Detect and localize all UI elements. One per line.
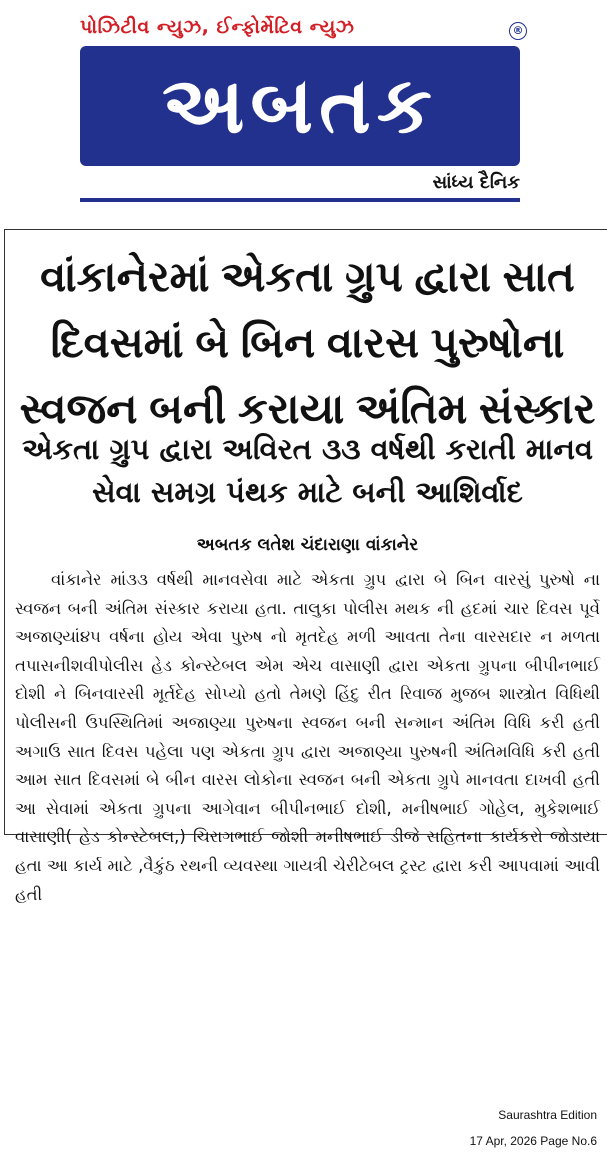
masthead	[0, 0, 607, 225]
logo-underline	[80, 198, 520, 202]
footer-edition: Saurashtra Edition	[498, 1108, 597, 1122]
edition-type: સાંધ્ય દૈનિક	[432, 172, 520, 193]
article-headline: વાંકાનેરમાં એકતા ગ્રુપ દ્વારા સાત દિવસમાં બે બિન વારસ પુરુષોના સ્વજન બની કરાયા અંતિમ સંસ્કાર	[19, 253, 596, 432]
article	[4, 229, 607, 904]
article-byline: અબતક લતેશ ચંદારાણા વાંકાનેર	[196, 535, 419, 555]
newspaper-logo	[80, 46, 520, 166]
footer-date-page: 17 Apr, 2026 Page No.6	[469, 1134, 597, 1148]
article-body: વાંકાનેર માં૩૩ વર્ષથી માનવસેવા માટે એકતા ગ્રુપ દ્વારા બે બિન વારસું પુરુષો ના સ્વજન બની અંતિમ સંસ્કાર કરાયા હતા. તાલુકા પોલીસ મથક ની હદમાં ચાર દિવસ પૂર્વે અજાણ્યાં૪૫ વર્ષના હોય એવા પુરુષ નો મૃતદેહ મળી આવતા તેના વારસદાર ન મળતા તપાસનીશવીપોલીસ હેડ કોન્સ્ટેબલ એમ એચ વાસાણી દ્વારા એકતા ગ્રુપના બીપીનભાઈ દોશી ને બિનવારસી મૂર્તદેહ સોપ્યો હતો તેમણે હિંદુ રીત રિવાજ મુજબ શાસ્ત્રોત વિધિથી પોલીસની ઉપસ્થિતિમાં અજાણ્યા પુરુષના સ્વજન બની સન્માન અંતિમ વિધિ કરી હતી અગાઉ સાત દિવસ પહેલા પણ એકતા ગ્રુપ દ્વારા અજાણ્યા પુરુષની અંતિમવિધિ કરી હતી આમ સાત દિવસમાં બે બીન વારસ લોકોના સ્વજન બની એકતા ગ્રુપે માનવતા દાખવી હતી આ સેવામાં એકતા ગ્રુપના આગેવાન બીપીનભાઈ દોશી, મનીષભાઈ ગોહેલ, મુકેશભાઈ વાસાણી( હેડ કોન્સ્ટેબલ,) ચિરાગભાઈ જોશી મનીષભાઈ ડીજે સહિતના કાર્યકરો જોડાયા હતા આ કાર્ય માટે ,વૈકુંઠ રથની વ્યવસ્થા ગાયત્રી ચેરીટેબલ ટ્રસ્ટ દ્વારા કરી આપવામાં આવી હતી	[15, 570, 600, 904]
registered-mark-icon: ®	[509, 22, 527, 40]
logo-text: અબતક	[162, 61, 438, 151]
tagline: પોઝિટીવ ન્યુઝ, ઈન્ફોર્મેટિવ ન્યુઝ	[80, 16, 355, 38]
article-subhead: એકતા ગ્રુપ દ્વારા અવિરત ૩૩ વર્ષથી કરાતી માનવ સેવા સમગ્ર પંથક માટે બની આશિર્વાદ	[21, 432, 594, 509]
